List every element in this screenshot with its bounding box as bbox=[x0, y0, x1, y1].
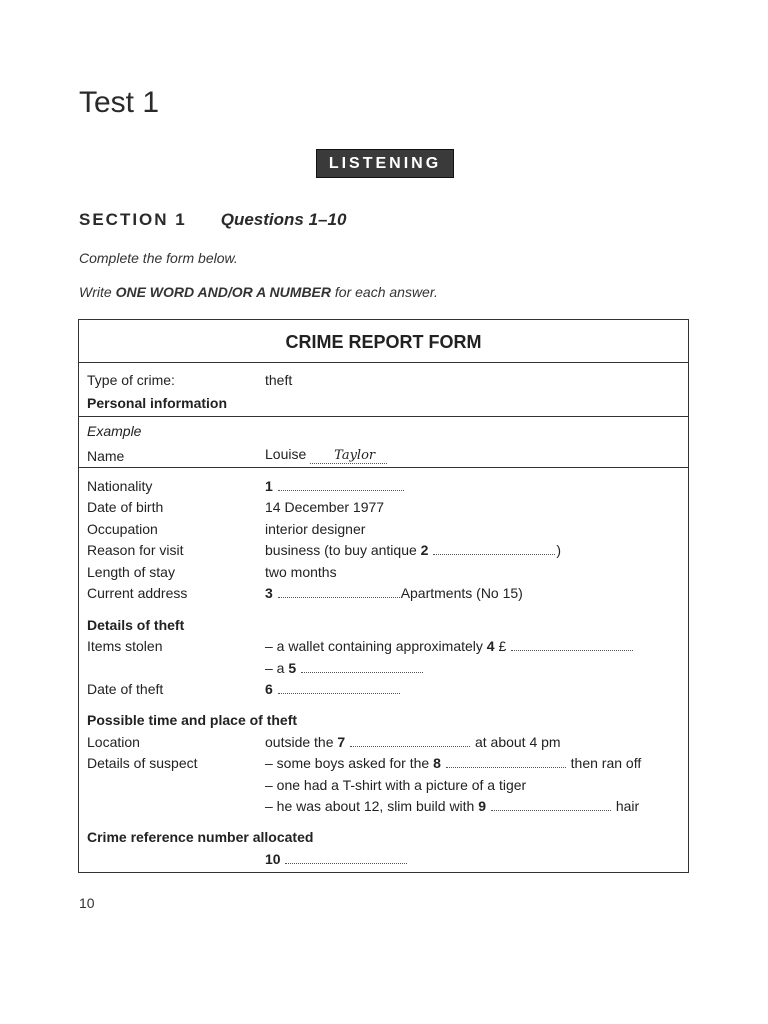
stay-label: Length of stay bbox=[87, 564, 175, 580]
suspect1-suffix: then ran off bbox=[570, 755, 642, 771]
suspect-3 bbox=[265, 798, 639, 814]
reason-label: Reason for visit bbox=[87, 542, 184, 558]
answer-blank-9[interactable] bbox=[491, 800, 611, 811]
instruction-suffix: for each answer. bbox=[331, 284, 438, 300]
nationality-answer bbox=[265, 478, 405, 494]
crime-report-form bbox=[78, 319, 689, 873]
reason-prefix: business (to buy antique bbox=[265, 542, 421, 558]
divider bbox=[79, 362, 688, 363]
occupation-label: Occupation bbox=[87, 521, 158, 537]
location-prefix: outside the bbox=[265, 734, 338, 750]
divider bbox=[79, 467, 688, 468]
time-place-heading: Possible time and place of theft bbox=[87, 712, 298, 728]
type-of-crime-label: Type of crime: bbox=[87, 372, 175, 388]
date-theft-answer bbox=[265, 681, 401, 697]
name-label: Name bbox=[87, 448, 125, 464]
item-2 bbox=[265, 660, 424, 676]
name-value: Louise bbox=[265, 446, 307, 462]
type-of-crime-value: theft bbox=[265, 372, 293, 388]
address-suffix: Apartments (No 15) bbox=[400, 585, 523, 601]
suspect-2: – one had a T-shirt with a picture of a tiger bbox=[265, 777, 527, 793]
name-value-row bbox=[265, 446, 387, 464]
question-number: 2 bbox=[420, 542, 429, 558]
answer-blank-10[interactable] bbox=[285, 853, 407, 864]
reason-suffix: ) bbox=[556, 542, 562, 558]
page-number: 10 bbox=[79, 895, 95, 911]
suspect3-suffix: hair bbox=[615, 798, 640, 814]
page-title: Test 1 bbox=[79, 86, 160, 119]
address-label: Current address bbox=[87, 585, 188, 601]
personal-info-heading: Personal information bbox=[87, 395, 228, 411]
answer-blank-3[interactable] bbox=[278, 587, 400, 598]
dob-value: 14 December 1977 bbox=[265, 499, 385, 515]
theft-heading: Details of theft bbox=[87, 617, 185, 633]
suspect1-prefix: – some boys asked for the bbox=[265, 755, 434, 771]
question-number: 4 bbox=[486, 638, 495, 654]
questions-label: Questions 1–10 bbox=[220, 210, 347, 229]
answer-blank-1[interactable] bbox=[278, 480, 404, 491]
item2-prefix: – a bbox=[265, 660, 289, 676]
instruction-prefix: Write bbox=[79, 284, 116, 300]
question-number: 9 bbox=[478, 798, 487, 814]
reference-answer bbox=[265, 851, 408, 867]
items-label: Items stolen bbox=[87, 638, 163, 654]
question-number: 3 bbox=[265, 585, 273, 601]
question-number: 5 bbox=[288, 660, 297, 676]
item-1 bbox=[265, 638, 634, 654]
answer-blank-4[interactable] bbox=[511, 640, 633, 651]
address-answer bbox=[265, 585, 523, 601]
section-label: SECTION 1 bbox=[79, 210, 187, 229]
location-suffix: at about 4 pm bbox=[474, 734, 561, 750]
location-answer bbox=[265, 734, 561, 750]
section-heading bbox=[79, 210, 346, 230]
answer-blank-5[interactable] bbox=[301, 662, 423, 673]
nationality-label: Nationality bbox=[87, 478, 153, 494]
date-theft-label: Date of theft bbox=[87, 681, 164, 697]
example-label: Example bbox=[87, 423, 142, 439]
instruction-complete: Complete the form below. bbox=[79, 250, 238, 266]
suspect3-prefix: – he was about 12, slim build with bbox=[265, 798, 479, 814]
stay-value: two months bbox=[265, 564, 337, 580]
suspect-1 bbox=[265, 755, 641, 771]
dob-label: Date of birth bbox=[87, 499, 164, 515]
suspect-label: Details of suspect bbox=[87, 755, 198, 771]
answer-blank-7[interactable] bbox=[350, 736, 470, 747]
location-label: Location bbox=[87, 734, 140, 750]
question-number: 8 bbox=[433, 755, 441, 771]
question-number: 7 bbox=[337, 734, 346, 750]
reference-heading: Crime reference number allocated bbox=[87, 829, 314, 845]
answer-blank-8[interactable] bbox=[446, 757, 566, 768]
occupation-value: interior designer bbox=[265, 521, 366, 537]
answer-blank-6[interactable] bbox=[278, 683, 400, 694]
reason-answer bbox=[265, 542, 561, 558]
answer-blank-2[interactable] bbox=[433, 544, 555, 555]
currency: £ bbox=[494, 638, 507, 654]
listening-badge: LISTENING bbox=[316, 149, 454, 178]
instruction-emphasis: ONE WORD AND/OR A NUMBER bbox=[115, 284, 331, 300]
question-number: 10 bbox=[265, 851, 281, 867]
question-number: 1 bbox=[265, 478, 273, 494]
divider bbox=[79, 416, 688, 417]
question-number: 6 bbox=[265, 681, 273, 697]
instruction-write bbox=[79, 284, 438, 300]
item1-prefix: – a wallet containing approximately bbox=[265, 638, 487, 654]
name-answer: Taylor bbox=[310, 448, 387, 464]
form-title: CRIME REPORT FORM bbox=[285, 332, 482, 352]
